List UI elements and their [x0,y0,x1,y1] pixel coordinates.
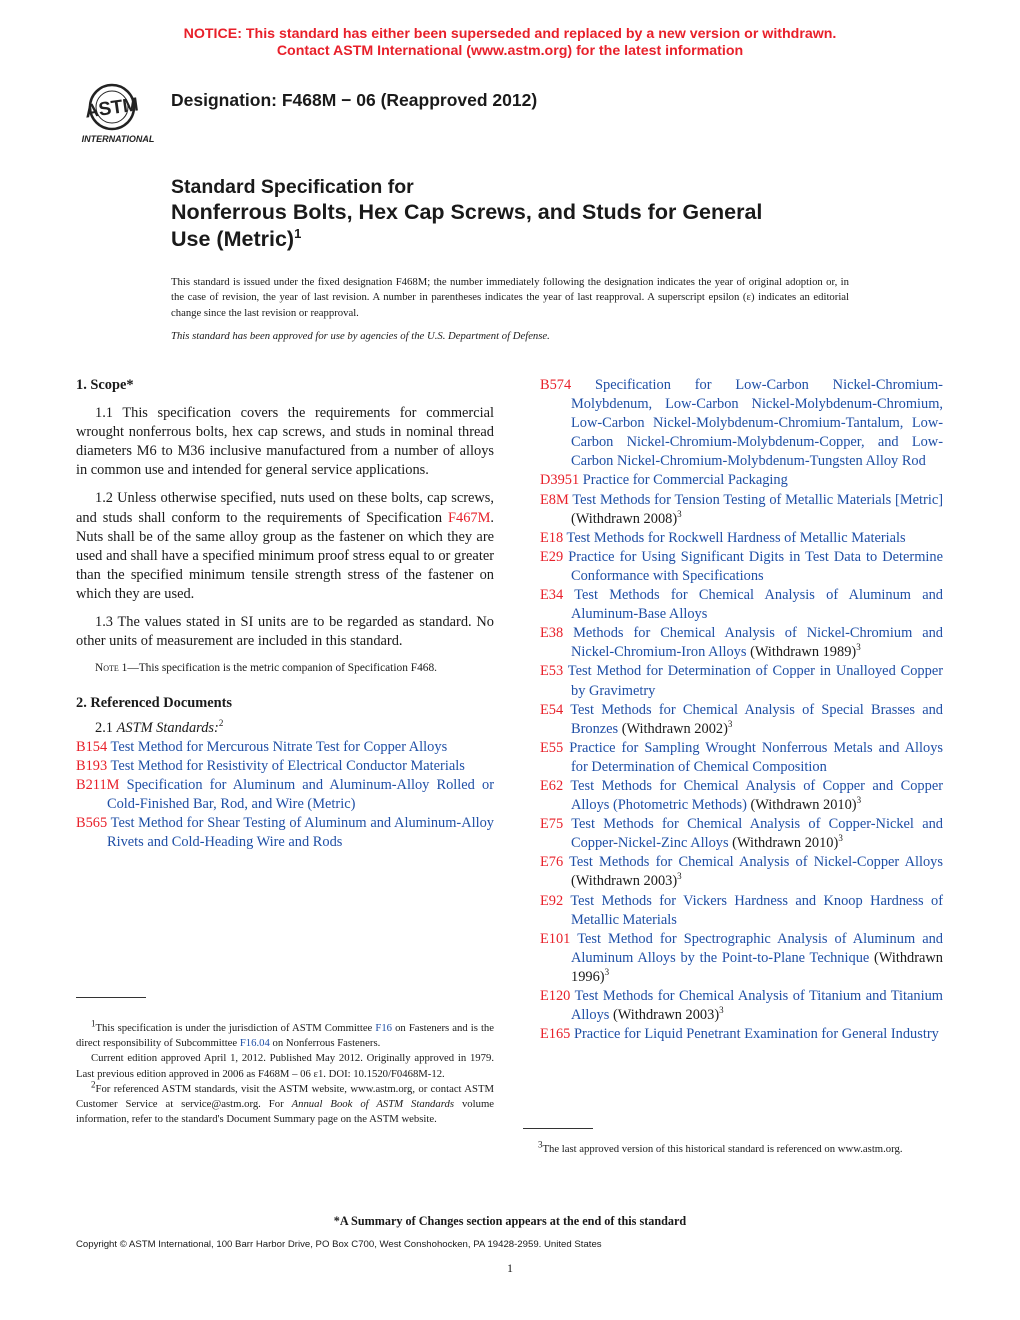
reference-title[interactable]: Specification for Low-Carbon Nickel-Chromium-Molybdenum, Low-Carbon Nickel-Molybdenum-Chromium, Low-Carbon Nickel-Molybdenum-Chromium-Tantalum, Low-Carbon Nickel-Chromium-Molybdenum-Copper, and Low-Carbon Nickel-Chromium-Molybdenum-Tungsten Alloy Rod [571,377,943,470]
logo-text: ASTM [83,94,140,123]
referenced-documents-heading: 2. Referenced Documents [76,694,232,711]
withdrawn-note: (Withdrawn 2008) [571,510,678,527]
reference-item[interactable] [76,776,494,814]
footnotes-right [523,1139,943,1157]
footnote-marker: 3 [838,833,843,844]
footnote-3: $^3$The last approved version of this historical standard is referenced on www.astm.org. [538,1139,903,1155]
reference-title[interactable]: Practice for Commercial Packaging [582,472,788,489]
scope-para-1-2: 1.2 Unless otherwise specified, nuts used on these bolts, cap screws, and studs shall conform to the requirements of Specification F467M. Nuts shall be of the same alloy group as the fastener on which they are used and shall have a specified minimum proof stress equal to or greater than the specified minimum tensile strength stress of the fastener on which they are used. [76,490,494,602]
reference-title[interactable]: Test Methods for Tension Testing of Metallic Materials [Metric] [572,491,944,508]
reference-title[interactable]: Test Method for Mercurous Nitrate Test for Copper Alloys [110,738,448,755]
reference-code[interactable]: E75 [540,816,564,833]
reference-item[interactable] [540,815,943,853]
reference-item[interactable] [540,586,943,624]
reference-code[interactable]: E165 [540,1026,571,1043]
reference-code[interactable]: E8M [540,491,569,508]
footnote-1: $^1$This specification is under the jurisdiction of ASTM Committee F16 on Fasteners and is the direct responsibility of Subcommittee F16.04 on Nonferrous Fasteners. [76,1018,494,1050]
reference-code[interactable]: E120 [540,988,571,1004]
footnote-marker: 3 [856,795,862,806]
reference-list-left [76,738,494,853]
title-footnote-marker: 1 [294,225,302,241]
reference-title[interactable]: Test Method for Determination of Copper in Unalloyed Copper by Gravimetry [567,663,943,699]
reference-item[interactable] [540,376,943,471]
title-line-2: Nonferrous Bolts, Hex Cap Screws, and Studs for General [171,200,763,224]
reference-code[interactable]: E55 [540,739,564,756]
title-line-1: Standard Specification for [171,176,414,198]
reference-code[interactable]: B154 [76,738,108,755]
designation: Designation: F468M − 06 (Reapproved 2012) [171,90,538,110]
reference-item[interactable] [76,757,494,776]
reference-title[interactable]: Test Methods for Vickers Hardness and Knoop Hardness of Metallic Materials [570,892,944,928]
reference-title[interactable]: Test Methods for Rockwell Hardness of Metallic Materials [566,529,906,546]
footnote-marker: 3 [727,718,733,729]
reference-item[interactable] [540,471,943,490]
reference-title[interactable]: Test Methods for Chemical Analysis of Aluminum and Aluminum-Base Alloys [571,587,944,623]
reference-title[interactable]: Test Methods for Chemical Analysis of Nickel-Copper Alloys [569,854,943,871]
dod-approval-statement: This standard has been approved for use by agencies of the U.S. Department of Defense. [171,330,550,342]
footnote-divider-left [76,997,146,998]
reference-item[interactable] [540,1025,943,1044]
reference-code[interactable]: B193 [76,758,108,774]
reference-code[interactable]: E38 [540,625,564,642]
scope-heading: 1. Scope* [76,377,134,393]
reference-title[interactable]: Practice for Sampling Wrought Nonferrous Metals and Alloys for Determination of Chemical Composition [569,739,943,775]
reference-code[interactable]: E101 [540,930,571,947]
notice-line-2: Contact ASTM International (www.astm.org) for the latest information [276,43,744,59]
reference-code[interactable]: E54 [540,701,564,718]
issuance-statement: This standard is issued under the fixed designation F468M; the number immediately following the designation indicates the year of original adoption or, in the case of revision, the year of last revision. A number in parentheses indicates the year of last reapproval. A superscript epsilon (ε) indicates an editorial change since the last revision or reapproval. [171,276,849,319]
withdrawn-note: (Withdrawn 2002) [618,720,728,737]
withdrawn-note: (Withdrawn 2003) [609,1007,720,1024]
reference-title[interactable]: Test Methods for Chemical Analysis of Titanium and Titanium Alloys [571,988,943,1024]
reference-item[interactable] [540,662,943,700]
footnotes-left [76,1018,495,1127]
withdrawn-note: (Withdrawn 2010) [728,835,839,852]
page-number: 1 [507,1261,513,1275]
reference-item[interactable] [76,738,494,757]
reference-title[interactable]: Test Methods for Chemical Analysis of Copper and Copper Alloys (Photometric Methods) [570,777,943,814]
reference-item[interactable] [540,930,943,987]
right-column [540,376,943,1044]
reference-title[interactable]: Specification for Aluminum and Aluminum-Alloy Rolled or Cold-Finished Bar, Rod, and Wire (Metric) [107,777,494,813]
reference-code[interactable]: E53 [540,663,564,680]
reference-item[interactable] [540,491,943,529]
link-f16-04[interactable]: F16.04 [239,1037,270,1050]
copyright-line: Copyright © ASTM International, 100 Barr Harbor Drive, PO Box C700, West Conshohocken, PA 19428-2959. United States [76,1239,602,1250]
superseded-notice [0,26,1020,60]
reference-title[interactable]: Methods for Chemical Analysis of Nickel-Chromium and Nickel-Chromium-Iron Alloys [571,625,943,661]
scope-para-1-3: 1.3 The values stated in SI units are to be regarded as standard. No other units of measurement are included in this standard. [76,614,494,650]
reference-item[interactable] [540,777,943,815]
reference-title[interactable]: Practice for Using Significant Digits in Test Data to Determine Conformance with Specifications [568,548,943,584]
reference-item[interactable] [540,701,943,739]
logo-subtext: INTERNATIONAL [81,134,155,144]
reference-code[interactable]: B211M [76,777,120,794]
reference-title[interactable]: Test Method for Spectrographic Analysis of Aluminum and Aluminum Alloys by the Point-to-Plane Technique [571,930,943,966]
reference-code[interactable]: E34 [540,587,564,604]
document-title [171,175,871,253]
left-column [76,376,494,852]
reference-code[interactable]: B574 [540,377,572,393]
reference-code[interactable]: E62 [540,777,564,794]
note-1: Note 1—This specification is the metric companion of Specification F468. [95,662,438,675]
footnote-marker: 3 [677,871,682,882]
reference-code[interactable]: E29 [540,548,564,565]
footnote-marker: 3 [856,642,861,653]
reference-code[interactable]: E92 [540,892,564,909]
reference-item[interactable] [540,987,943,1025]
reference-title[interactable]: Test Methods for Chemical Analysis of Copper-Nickel and Copper-Nickel-Zinc Alloys [571,816,943,852]
footnote-1-edition: Current edition approved April 1, 2012. Published May 2012. Originally approved in 1979. Last previous edition approved in 2006 as F468M – 06 ε1. DOI: 10.1520/F0468M-12. [76,1052,494,1080]
reference-item[interactable] [540,892,943,930]
reference-list-right [540,376,943,1044]
reference-item[interactable] [540,548,943,586]
astm-standards-subheading: 2.1 ASTM Standards:$^2$ [95,718,224,736]
reference-title[interactable]: Test Method for Resistivity of Electrical Conductor Materials [110,758,465,774]
reference-code[interactable]: B565 [76,815,108,832]
reference-item[interactable] [540,529,943,548]
link-f16[interactable]: F16 [375,1022,393,1034]
reference-code[interactable]: E18 [540,529,564,546]
astm-logo [74,80,164,144]
footnote-marker: 3 [604,967,610,978]
withdrawn-note: (Withdrawn 2003) [571,873,678,890]
footnote-2: $^2$For referenced ASTM standards, visit the ASTM website, www.astm.org, or contact ASTM Customer Service at service@astm.org. For Annual Book of ASTM Standards volume information, refer to the standard's Document Summary page on the ASTM website. [76,1079,495,1126]
reference-item[interactable] [540,853,943,891]
title-line-3: Use (Metric)$^1$ [171,225,302,251]
notice-line-1: NOTICE: This standard has either been superseded and replaced by a new version or withdrawn. [183,26,837,42]
reference-title[interactable]: Test Methods for Chemical Analysis of Special Brasses and Bronzes [570,701,943,737]
footnote-marker: 3 [719,1005,724,1016]
withdrawn-note: (Withdrawn 2010) [746,797,857,814]
reference-item[interactable] [540,739,943,777]
footnote-marker: 3 [677,508,682,519]
reference-item[interactable] [76,814,494,852]
link-f467m[interactable]: F467M [448,509,491,526]
footnote-divider-right [523,1128,593,1129]
withdrawn-note: (Withdrawn 1989) [746,644,857,661]
reference-item[interactable] [540,624,943,662]
scope-para-1-1: 1.1 This specification covers the requirements for commercial wrought nonferrous bolts, hex cap screws, and studs in nominal thread diameters M6 to M36 inclusive manufactured from a number of alloys in common use and intended for general service applications. [76,405,494,479]
reference-title[interactable]: Test Method for Shear Testing of Aluminum and Aluminum-Alloy Rivets and Cold-Heading Wire and Rods [107,815,494,851]
reference-code[interactable]: D3951 [540,472,580,489]
reference-title[interactable]: Practice for Liquid Penetrant Examination for General Industry [574,1026,939,1043]
withdrawn-note: (Withdrawn 1996) [571,949,943,985]
reference-code[interactable]: E76 [540,854,564,871]
summary-of-changes-note: *A Summary of Changes section appears at the end of this standard [333,1214,687,1228]
